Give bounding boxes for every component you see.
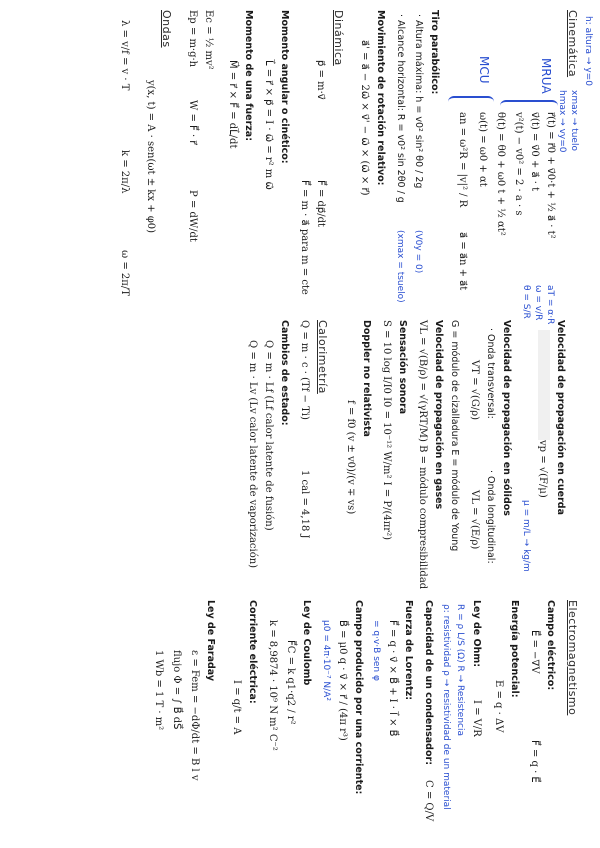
note-3: hmax → vy=0 [557, 90, 567, 153]
eq-force-ma: F⃗ = m · a⃗ para m = cte [299, 180, 310, 295]
doppler-eq: f = f0 (v ± v0)/(v ∓ vs) [345, 400, 356, 515]
corriente-campo-title: Campo producido por una corriente: [353, 600, 364, 795]
eq-k: k = 2π/λ [119, 150, 130, 194]
lorentz-note: = q·v·B sen φ [371, 620, 381, 681]
cap-eq: C = Q/V [423, 780, 434, 822]
campo-eq: E⃗ = −∇V [529, 630, 540, 674]
onda-transversal: · Onda transversal: [485, 328, 496, 419]
cap-title: Capacidad de un condensador: [423, 600, 434, 765]
eq-velocity-squared: v²(t) − v0² = 2 · a · s [513, 112, 524, 216]
section-dinamica-title: Dinámica [332, 10, 345, 66]
cambio-title: Cambios de estado: [279, 320, 290, 426]
cuerda-note: μ = m/L → kg/m [521, 500, 531, 572]
tiro-title: Tiro parabólico: [429, 10, 440, 95]
lorentz-eq: F⃗ = q · v⃗ × B⃗ + I · l⃗ × B⃗ [387, 620, 398, 737]
vapor-eq: Q = m · Lv (Lv calor latente de vaporización) [247, 340, 258, 569]
mom-angular-title: Momento angular o cinético: [279, 10, 290, 164]
corriente-eq: I = q/t = A [231, 680, 242, 735]
mrua-label: MRUA [539, 58, 553, 94]
corriente-campo-eq: B⃗ = μ0 q · v⃗ × r⃗ / (4π r³) [337, 620, 348, 741]
sensacion-eq: S = 10 log I/I0 I0 = 10⁻¹² W/m² I = P/(4πr²) [381, 320, 392, 540]
note-1: h: altura → y=0 [583, 16, 593, 86]
section-cinematica-title: Cinemática [566, 10, 579, 78]
ohm-title: Ley de Ohm: [471, 600, 482, 668]
campo-title: Campo eléctrico: [545, 600, 556, 691]
eq-kinetic: Ec = ½ mv² [203, 10, 214, 70]
eq-omega: ω(t) = ω0 + αt [477, 112, 488, 187]
cal-joule: 1 cal = 4,18 J [299, 470, 310, 539]
mov-rot-eq: a⃗' = a⃗ − 2ω⃗ × v⃗' − ω⃗ × (ω⃗ × r⃗) [359, 40, 370, 196]
note-omega: ω = v/R [533, 285, 543, 321]
ohm-note2: ρ: resistividad ρ → resistividad de un material [441, 604, 451, 810]
note-2: xmax → tuelo [569, 90, 579, 151]
eq-momentum: p⃗ = m·v⃗ [315, 60, 326, 100]
doppler-title: Doppler no relativista [361, 320, 372, 437]
calor-eq: Q = m · c · (Tf − Ti) [299, 320, 310, 420]
mcu-label: MCU [477, 56, 491, 84]
section-electromag-title: Electromagnetismo [566, 600, 579, 716]
coulomb-k: k = 8,9874 · 10⁹ N m² C⁻² [267, 620, 278, 751]
corriente-title: Corriente eléctrica: [247, 600, 258, 704]
onda-longitudinal: · Onda longitudinal: [485, 470, 496, 564]
note-theta: θ = S/R [521, 285, 531, 319]
section-ondas-title: Ondas [160, 10, 173, 48]
alcance-horizontal: · Alcance horizontal: R = v0² sin 2θ0 / g [395, 14, 406, 203]
fusion-eq: Q = m · Lf (Lf calor latente de fusión) [263, 340, 274, 531]
cuerda-title: Velocidad de propagación en cuerda [555, 320, 566, 515]
mom-force-title: Momento de una fuerza: [243, 10, 254, 142]
eq-total-accel: a⃗ = a⃗n + a⃗t [457, 232, 468, 291]
solidos-title: Velocidad de propagación en sólidos [501, 320, 512, 516]
section-calorimetria-title: Calorimetría [316, 320, 329, 394]
energia-title: Energía potencial: [509, 600, 520, 698]
vl-eq: VL = √(E/ρ) [469, 490, 480, 550]
faraday-eq: ε = Fem = −dΦ/dt = B l v [189, 650, 200, 781]
ohm-note: R = ρ L/S (Ω) R → Resistencia [455, 604, 465, 736]
eq-lambda: λ = v/f = v · T [119, 20, 130, 91]
eq-theta: θ(t) = θ0 + ω0 t + ½ αt² [495, 112, 506, 236]
mom-force-eq: M⃗ = r⃗ × F⃗ = dL⃗/dt [227, 60, 238, 149]
ohm-eq: I = V/R [471, 700, 482, 737]
lorentz-title: Fuerza de Lorentz: [403, 600, 414, 701]
cuerda-eq: vp = √(F/μ) [537, 440, 548, 498]
eq-potential: Ep = m·g·h [187, 10, 198, 68]
alcance-note: (xmax = tsuelo) [395, 230, 405, 303]
eq-power: P = dW/dt [187, 190, 198, 242]
altura-note: (V0y = 0) [413, 230, 423, 274]
mom-angular-eq: L⃗ = r⃗ × p⃗ = I · ω⃗ = r² m ω⃗ [263, 60, 274, 190]
sensacion-title: Sensación sonora [397, 320, 408, 415]
gases-title: Velocidad de propagación en gases [433, 320, 444, 510]
eq-force-dp: F⃗ = dp⃗/dt [315, 180, 326, 228]
energia-eq: E = q · ΔV [493, 680, 504, 733]
vt-eq: VT = √(G/ρ) [469, 360, 480, 421]
eq-normal-accel: an = ω²R = |v|² / R [457, 112, 468, 208]
flujo-eq: flujo Φ = ∫ B⃗ dS⃗ [171, 650, 182, 730]
mu0-note: μ0 = 4π·10⁻⁷ N/A² [321, 620, 331, 701]
campo-eq2: F⃗ = q · E⃗ [529, 740, 540, 783]
mcu-brace [448, 96, 494, 104]
coulomb-title: Ley de Coulomb [301, 600, 312, 686]
weber-eq: 1 Wb = 1 T · m² [153, 650, 164, 731]
gases-eq: VL = √(B/ρ) = √(γRT/M) B = módulo compresibilidad [417, 320, 428, 590]
eq-work: W = F⃗ · r⃗ [187, 100, 198, 145]
faraday-title: Ley de Faraday [205, 600, 216, 682]
altura-maxima: · Altura máxima: h = v0² sin² θ0 / 2g [413, 14, 424, 189]
eq-velocity: v⃗(t) = v⃗0 + a⃗ · t [529, 112, 540, 192]
coulomb-eq: F⃗C = k q1·q2 / r² [285, 640, 296, 725]
moduli-text: G = módulo de cizalladura E = módulo de Young [449, 320, 460, 552]
eq-position: r⃗(t) = r⃗0 + v⃗0·t + ½ a⃗ · t² [545, 112, 556, 239]
mov-rot-title: Movimiento de rotación relativo: [375, 10, 386, 186]
mrua-brace [500, 100, 558, 108]
eq-wave: y(x, t) = A · sen(ωt ± kx + φ0) [145, 80, 156, 233]
note-aT: aT = α·R [545, 285, 555, 325]
eq-omega-wave: ω = 2π/T [119, 250, 130, 296]
smudge-1 [538, 330, 550, 440]
